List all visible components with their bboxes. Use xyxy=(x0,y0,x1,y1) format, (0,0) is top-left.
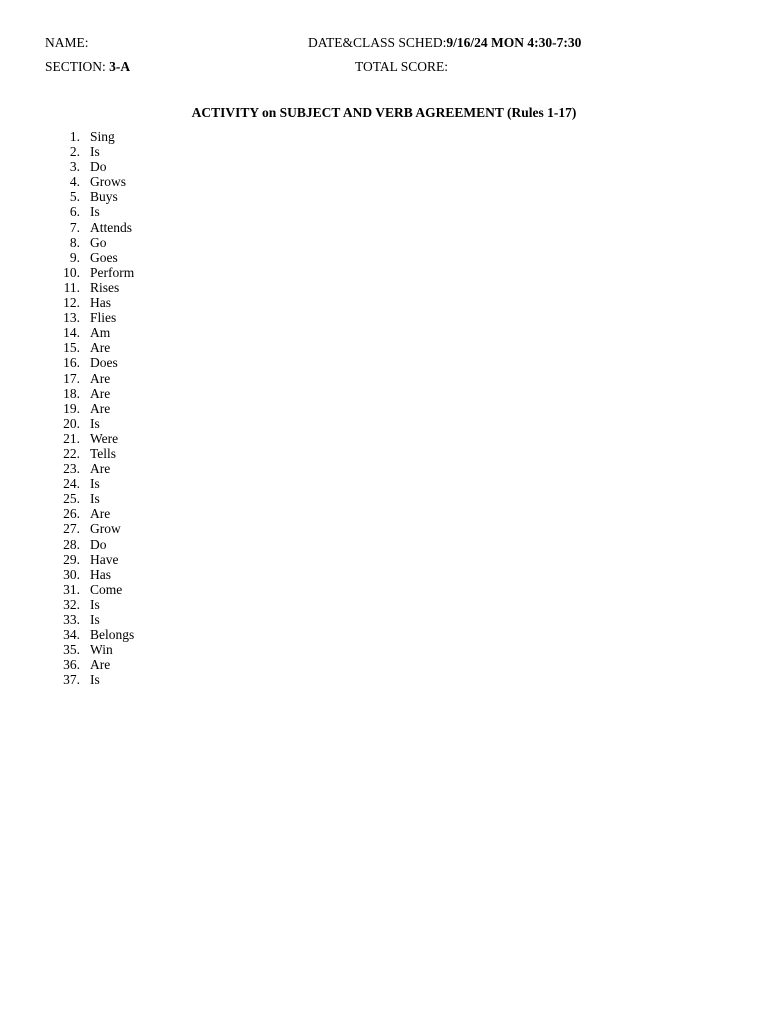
list-item xyxy=(45,612,134,627)
list-item xyxy=(45,235,134,250)
answer-number: 7. xyxy=(69,219,80,235)
answer-text: Flies xyxy=(90,310,117,326)
answer-number: 20. xyxy=(63,415,80,431)
answer-number: 29. xyxy=(63,551,80,567)
answer-number: 11. xyxy=(63,279,80,295)
list-item xyxy=(45,521,134,536)
list-item xyxy=(45,355,134,370)
list-item xyxy=(45,295,134,310)
answer-text: Has xyxy=(90,566,111,582)
answer-number: 4. xyxy=(69,174,80,190)
list-item xyxy=(45,446,134,461)
list-item xyxy=(45,144,134,159)
list-item xyxy=(45,657,134,672)
answer-number: 32. xyxy=(63,596,80,612)
answer-number: 24. xyxy=(63,476,80,492)
list-item xyxy=(45,159,134,174)
answer-number: 26. xyxy=(63,506,80,522)
list-item xyxy=(45,265,134,280)
answer-number: 14. xyxy=(63,325,80,341)
date-class-sched-value: 9/16/24 MON 4:30-7:30 xyxy=(446,35,582,50)
answer-text: Sing xyxy=(90,129,115,144)
answer-text: Are xyxy=(90,657,111,673)
total-score-label: TOTAL SCORE: xyxy=(355,59,449,74)
answer-number: 12. xyxy=(63,295,80,311)
answer-text: Belongs xyxy=(90,627,135,643)
answer-text: Win xyxy=(90,642,113,658)
list-item xyxy=(45,597,134,612)
answer-text: Are xyxy=(90,385,111,401)
list-item xyxy=(45,582,134,597)
list-item xyxy=(45,204,134,219)
answer-number: 28. xyxy=(63,536,80,552)
answer-number: 6. xyxy=(69,204,80,220)
list-item xyxy=(45,506,134,521)
answer-number: 37. xyxy=(63,672,80,688)
answer-text: Is xyxy=(90,415,100,431)
answer-number: 13. xyxy=(63,310,80,326)
activity-title: ACTIVITY on SUBJECT AND VERB AGREEMENT (Rules 1-17) xyxy=(191,105,577,120)
list-item xyxy=(45,325,134,340)
list-item xyxy=(45,627,134,642)
answer-text: Is xyxy=(90,491,100,507)
list-item xyxy=(45,431,134,446)
list-item xyxy=(45,642,134,657)
answer-text: Attends xyxy=(90,219,132,235)
answer-text: Is xyxy=(90,612,100,627)
list-item xyxy=(45,371,134,386)
section-value: 3-A xyxy=(109,59,131,74)
list-item xyxy=(45,476,134,491)
list-item xyxy=(45,401,134,416)
list-item xyxy=(45,189,134,204)
answer-text: Are xyxy=(90,461,111,477)
answer-number: 1. xyxy=(69,129,80,144)
answer-text: Perform xyxy=(90,264,135,280)
answer-number: 31. xyxy=(63,581,80,597)
answer-number: 34. xyxy=(63,627,80,643)
list-item xyxy=(45,537,134,552)
list-item xyxy=(45,386,134,401)
answer-number: 9. xyxy=(69,249,80,265)
answer-text: Grow xyxy=(90,521,121,537)
answer-number: 18. xyxy=(63,385,80,401)
answer-text: Are xyxy=(90,370,111,386)
answer-text: Are xyxy=(90,506,111,522)
answer-text: Is xyxy=(90,476,100,492)
list-item xyxy=(45,491,134,506)
answer-text: Is xyxy=(90,672,100,688)
answer-number: 22. xyxy=(63,445,80,461)
answer-number: 15. xyxy=(63,340,80,356)
section-label: SECTION: xyxy=(45,59,110,74)
answer-text: Come xyxy=(90,581,123,597)
list-item xyxy=(45,461,134,476)
list-item xyxy=(45,129,134,144)
answer-number: 2. xyxy=(69,144,80,160)
answer-text: Do xyxy=(90,536,107,552)
answer-number: 16. xyxy=(63,355,80,371)
list-item xyxy=(45,250,134,265)
answer-number: 10. xyxy=(63,264,80,280)
answer-number: 33. xyxy=(63,612,80,627)
answer-text: Go xyxy=(90,234,107,250)
answer-text: Tells xyxy=(90,445,117,461)
answer-number: 5. xyxy=(69,189,80,205)
answer-text: Were xyxy=(90,430,119,446)
list-item xyxy=(45,310,134,325)
answer-number: 19. xyxy=(63,400,80,416)
name-label: NAME: xyxy=(45,35,89,50)
answer-text: Is xyxy=(90,204,100,220)
answer-number: 3. xyxy=(69,159,80,175)
answer-text: Is xyxy=(90,596,100,612)
answer-number: 30. xyxy=(63,566,80,582)
answer-text: Buys xyxy=(90,189,118,205)
answer-text: Does xyxy=(90,355,118,371)
answer-text: Do xyxy=(90,159,107,175)
answer-number: 27. xyxy=(63,521,80,537)
answer-text: Am xyxy=(90,325,111,341)
answer-number: 8. xyxy=(69,234,80,250)
answer-list xyxy=(45,129,134,687)
list-item xyxy=(45,174,134,189)
date-class-sched xyxy=(308,35,581,51)
list-item xyxy=(45,416,134,431)
list-item xyxy=(45,672,134,687)
answer-text: Are xyxy=(90,340,111,356)
answer-text: Has xyxy=(90,295,111,311)
answer-number: 35. xyxy=(63,642,80,658)
answer-text: Grows xyxy=(90,174,126,190)
answer-text: Have xyxy=(90,551,119,567)
answer-number: 25. xyxy=(63,491,80,507)
list-item xyxy=(45,552,134,567)
list-item xyxy=(45,280,134,295)
answer-text: Goes xyxy=(90,249,118,265)
list-item xyxy=(45,567,134,582)
list-item xyxy=(45,340,134,355)
answer-number: 17. xyxy=(63,370,80,386)
date-class-sched-label: DATE&CLASS SCHED: xyxy=(308,35,447,50)
list-item xyxy=(45,220,134,235)
answer-number: 21. xyxy=(63,430,80,446)
answer-text: Is xyxy=(90,144,100,160)
answer-number: 23. xyxy=(63,461,80,477)
section xyxy=(45,59,130,75)
answer-text: Are xyxy=(90,400,111,416)
answer-number: 36. xyxy=(63,657,80,673)
answer-text: Rises xyxy=(90,279,120,295)
